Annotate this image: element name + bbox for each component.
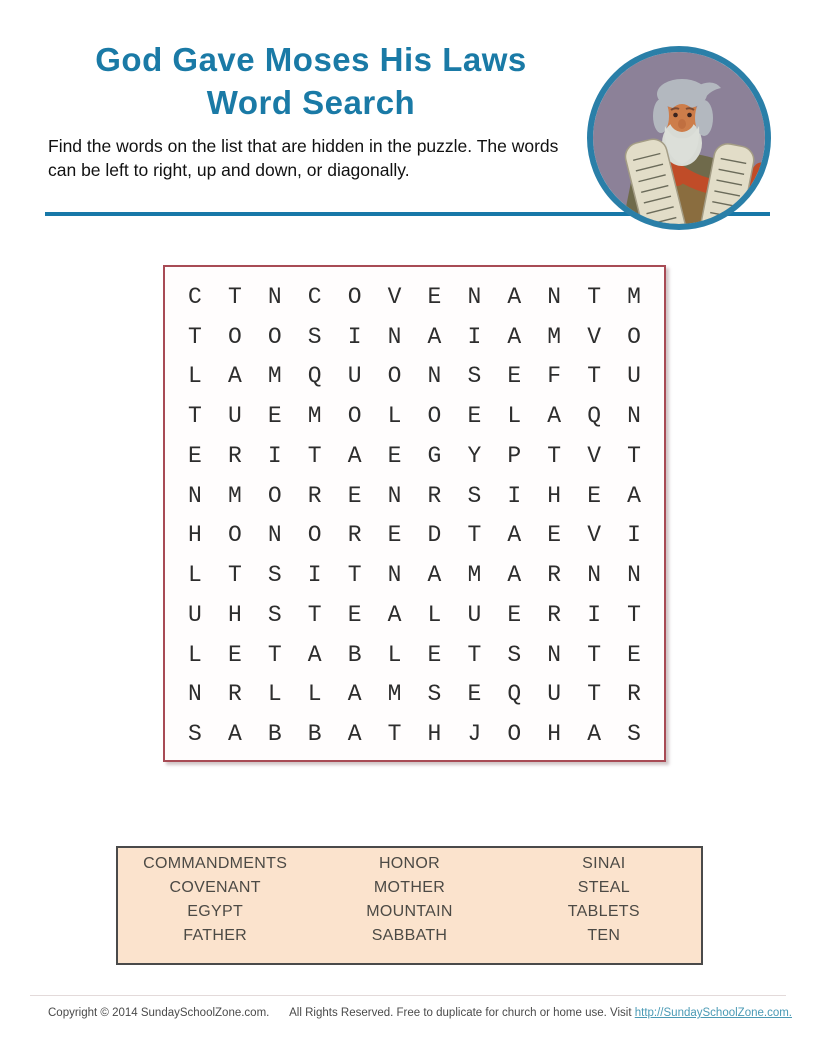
word-list-column [312, 852, 506, 963]
grid-cell: H [547, 482, 562, 509]
grid-cell: O [347, 403, 362, 430]
grid-cell: S [267, 601, 282, 628]
grid-cell: O [507, 721, 522, 748]
grid-cell: T [347, 562, 362, 589]
grid-cell: L [427, 601, 442, 628]
grid-cell: A [507, 522, 522, 549]
grid-cell: U [188, 601, 202, 628]
grid-cell: I [307, 562, 322, 589]
grid-cell: A [347, 442, 362, 469]
grid-cell: N [188, 482, 202, 509]
grid-cell: D [427, 522, 442, 549]
grid-cell: E [467, 403, 482, 430]
grid-cell: N [627, 562, 641, 589]
word-item: SABBATH [371, 927, 448, 944]
grid-cell: T [627, 442, 641, 469]
grid-cell: E [188, 442, 202, 469]
grid-cell: L [188, 641, 202, 668]
word-item: COMMANDMENTS [143, 855, 288, 872]
grid-cell: E [227, 641, 242, 668]
grid-cell: R [547, 601, 562, 628]
grid-cell: N [547, 641, 562, 668]
grid-cell: N [387, 323, 402, 350]
grid-cell: E [347, 482, 362, 509]
grid-cell: I [347, 323, 362, 350]
grid-cell: F [547, 363, 562, 390]
grid-cell: T [587, 363, 602, 390]
word-item: STEAL [577, 879, 630, 896]
grid-cell: B [267, 721, 282, 748]
grid-cell: T [227, 562, 242, 589]
page-title-line1: God Gave Moses His Laws [95, 41, 527, 78]
grid-cell: Y [467, 442, 482, 469]
grid-cell: E [387, 522, 402, 549]
instructions-text: Find the words on the list that are hidden in the puzzle. The words can be left to right, up and down, or diagonally. [48, 136, 559, 180]
word-item: FATHER [183, 927, 248, 944]
grid-cell: A [427, 562, 442, 589]
grid-cell: R [547, 562, 562, 589]
grid-cell: C [307, 283, 322, 310]
grid-cell: O [387, 363, 402, 390]
grid-cell: U [547, 681, 562, 708]
word-item: HONOR [378, 855, 441, 872]
grid-cell: H [427, 721, 442, 748]
grid-cell: S [188, 721, 202, 748]
grid-cell: N [627, 403, 641, 430]
grid-cell: J [467, 721, 482, 748]
grid-cell: R [307, 482, 322, 509]
grid-cell: A [587, 721, 602, 748]
grid-cell: M [467, 562, 482, 589]
grid-cell: Q [507, 681, 522, 708]
grid-cell: L [188, 363, 202, 390]
grid-cell: R [227, 442, 242, 469]
grid-cell: A [227, 363, 242, 390]
grid-cell: E [427, 641, 442, 668]
grid-cell: M [307, 403, 322, 430]
word-item: MOTHER [373, 879, 446, 896]
grid-cell: T [307, 601, 322, 628]
grid-cell: E [507, 363, 522, 390]
grid-cell: A [307, 641, 322, 668]
grid-cell: M [627, 283, 641, 310]
grid-cell: A [227, 721, 242, 748]
grid-cell: S [467, 482, 482, 509]
footer-site-link[interactable]: http://SundaySchoolZone.com. [634, 1007, 792, 1019]
grid-cell: I [627, 522, 641, 549]
grid-cell: I [507, 482, 522, 509]
grid-cell: E [547, 522, 562, 549]
footer-rights [289, 1007, 792, 1019]
grid-cell: S [307, 323, 322, 350]
grid-cell: I [587, 601, 602, 628]
grid-cell: T [387, 721, 402, 748]
page-title [0, 38, 622, 124]
grid-cell: U [467, 601, 482, 628]
grid-cell: V [587, 323, 602, 350]
footer-copyright: Copyright © 2014 SundaySchoolZone.com. [48, 1007, 270, 1019]
word-list [116, 846, 703, 965]
grid-cell: T [188, 403, 202, 430]
footer-rights-text: All Rights Reserved. Free to duplicate for church or home use. Visit [289, 1007, 635, 1019]
grid-cell: T [227, 283, 242, 310]
grid-cell: T [587, 283, 602, 310]
grid-cell: T [587, 681, 602, 708]
grid-cell: S [267, 562, 282, 589]
word-list-column [507, 852, 701, 963]
grid-cell: R [347, 522, 362, 549]
grid-cell: N [188, 681, 202, 708]
word-item: MOUNTAIN [366, 903, 453, 920]
grid-cell: L [387, 641, 402, 668]
grid-cell: N [267, 283, 282, 310]
grid-cell: T [267, 641, 282, 668]
grid-cell: A [507, 283, 522, 310]
word-list-column [118, 852, 312, 963]
grid-cell: H [188, 522, 202, 549]
grid-cell: O [227, 323, 242, 350]
grid-cell: V [587, 442, 602, 469]
grid-cell: P [507, 442, 522, 469]
grid-cell: U [627, 363, 641, 390]
grid-cell: I [467, 323, 482, 350]
grid-cell: N [267, 522, 282, 549]
grid-cell: Q [587, 403, 602, 430]
grid-cell: R [227, 681, 242, 708]
grid-cell: S [467, 363, 482, 390]
grid-cell: T [627, 601, 641, 628]
grid-cell: O [307, 522, 322, 549]
grid-cell: M [227, 482, 242, 509]
grid-cell: E [587, 482, 602, 509]
grid-cell: N [387, 562, 402, 589]
grid-cell: O [227, 522, 242, 549]
grid-cell: A [627, 482, 641, 509]
grid-cell: A [427, 323, 442, 350]
word-item: TABLETS [567, 903, 640, 920]
grid-cell: U [227, 403, 242, 430]
grid-cell: N [547, 283, 562, 310]
grid-cell: R [427, 482, 442, 509]
grid-cell: T [467, 641, 482, 668]
grid-cell: O [427, 403, 442, 430]
grid-cell: Q [307, 363, 322, 390]
grid-cell: T [547, 442, 562, 469]
grid-cell: S [627, 721, 641, 748]
page-title-line2: Word Search [206, 84, 416, 121]
grid-cell: O [267, 482, 282, 509]
grid-cell: A [507, 323, 522, 350]
grid-cell: E [627, 641, 641, 668]
grid-cell: L [267, 681, 282, 708]
footer-divider-line [30, 995, 786, 996]
grid-cell: A [547, 403, 562, 430]
grid-cell: L [188, 562, 202, 589]
grid-cell: E [427, 283, 442, 310]
grid-cell: O [627, 323, 641, 350]
grid-cell: N [387, 482, 402, 509]
grid-cell: A [347, 681, 362, 708]
grid-cell: B [347, 641, 362, 668]
grid-cell: M [547, 323, 562, 350]
grid-cell: U [347, 363, 362, 390]
grid-cell: M [387, 681, 402, 708]
grid-cell: T [587, 641, 602, 668]
grid-cell: B [307, 721, 322, 748]
grid-cell: N [587, 562, 602, 589]
grid-cell: O [267, 323, 282, 350]
grid-cell: V [587, 522, 602, 549]
grid-cell: S [507, 641, 522, 668]
puzzle-grid [163, 265, 666, 762]
moses-with-tablets-icon [585, 44, 773, 232]
grid-cell: E [387, 442, 402, 469]
word-item: EGYPT [187, 903, 244, 920]
grid-cell: R [627, 681, 641, 708]
word-item: TEN [587, 927, 621, 944]
grid-cell: T [307, 442, 322, 469]
grid-cell: S [427, 681, 442, 708]
grid-cell: E [507, 601, 522, 628]
grid-cell: C [188, 283, 202, 310]
grid-cell: G [427, 442, 442, 469]
grid-cell: T [467, 522, 482, 549]
grid-cell: O [347, 283, 362, 310]
grid-cell: A [507, 562, 522, 589]
grid-cell: V [387, 283, 402, 310]
grid-cell: L [507, 403, 522, 430]
grid-cell: N [427, 363, 442, 390]
grid-cell: M [267, 363, 282, 390]
grid-cell: H [547, 721, 562, 748]
word-item: SINAI [582, 855, 626, 872]
grid-cell: A [387, 601, 402, 628]
grid-cell: E [467, 681, 482, 708]
grid-cell: E [347, 601, 362, 628]
grid-cell: T [188, 323, 202, 350]
word-item: COVENANT [169, 879, 261, 896]
grid-cell: L [307, 681, 322, 708]
grid-cell: N [467, 283, 482, 310]
grid-cell: A [347, 721, 362, 748]
grid-cell: I [267, 442, 282, 469]
grid-cell: L [387, 403, 402, 430]
grid-cell: E [267, 403, 282, 430]
grid-cell: H [227, 601, 242, 628]
